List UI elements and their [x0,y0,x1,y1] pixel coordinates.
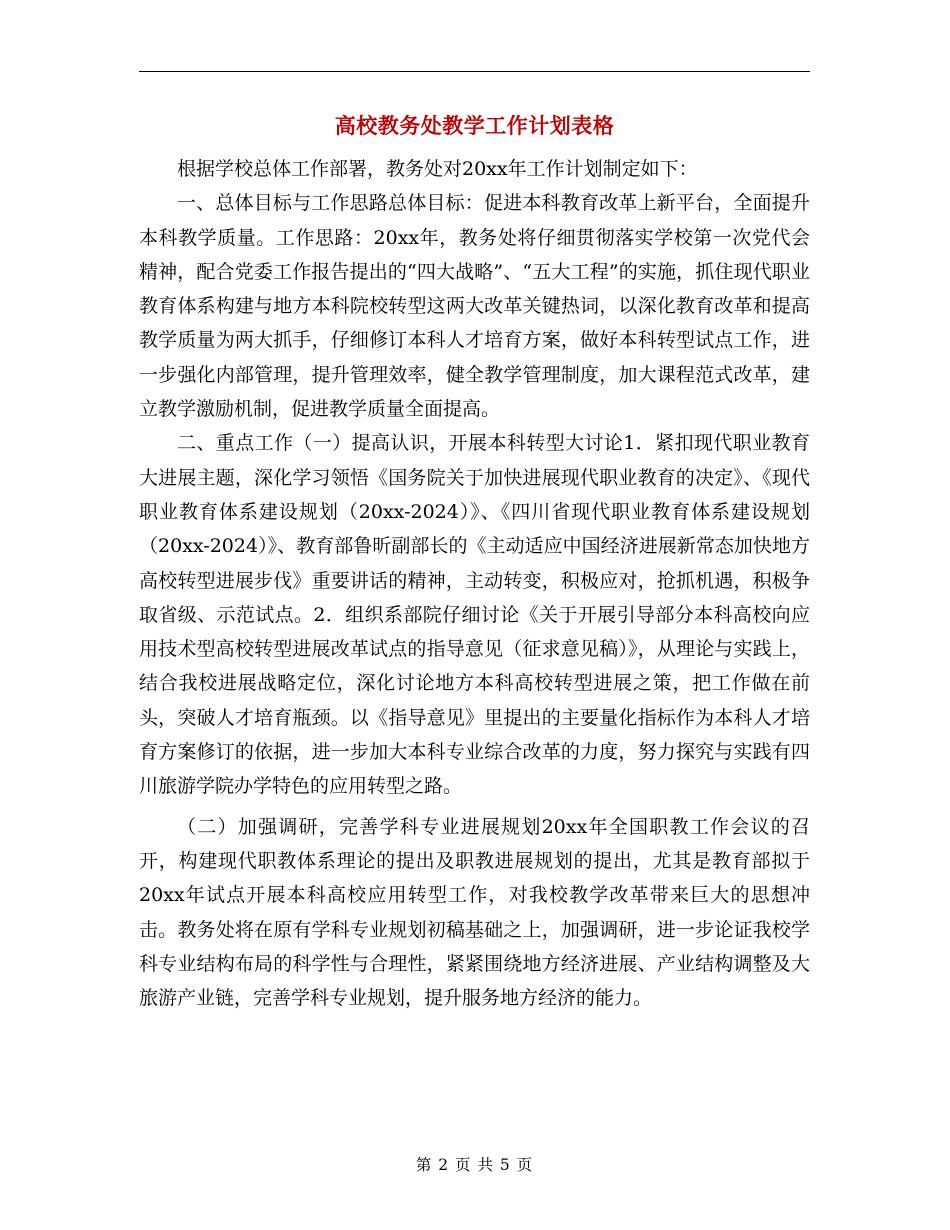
paragraph-research: （二）加强调研，完善学科专业进展规划20xx年全国职教工作会议的召开，构建现代职教体系理论的提出及职教进展规划的提出，尤其是教育部拟于20xx年试点开展本科高校应用转型工作，对我校教学改革带来巨大的思想冲击。教务处将在原有学科专业规划初稿基础之上，加强调研，进一步论证我校学科专业结构布局的科学性与合理性，紧紧围绕地方经济进展、产业结构调整及大旅游产业链，完善学科专业规划，提升服务地方经济的能力。 [139,815,810,1010]
header-rule [139,71,810,72]
paragraph-key-work: 二、重点工作（一）提高认识，开展本科转型大讨论1．紧扣现代职业教育大进展主题，深化学习领悟《国务院关于加快进展现代职业教育的决定》、《现代职业教育体系建设规划（20xx-2024）》、《四川省现代职业教育体系建设规划（20xx-2024）》、教育部鲁昕副部长的《主动适应中国经济进展新常态加快地方高校转型进展步伐》重要讲话的精神，主动转变，积极应对，抢抓机遇，积极争取省级、示范试点。2．组织系部院仔细讨论《关于开展引导部分本科高校向应用技术型高校转型进展改革试点的指导意见（征求意见稿）》，从理论与实践上，结合我校进展战略定位，深化讨论地方本科高校转型进展之策，把工作做在前头，突破人才培育瓶颈。以《指导意见》里提出的主要量化指标作为本科人才培育方案修订的依据，进一步加大本科专业综合改革的力度，努力探究与实践有四川旅游学院办学特色的应用转型之路。 [139,432,810,798]
document-body [139,152,810,1015]
document-title: 高校教务处教学工作计划表格 [334,113,615,138]
paragraph-goals: 一、总体目标与工作思路总体目标：促进本科教育改革上新平台，全面提升本科教学质量。工作思路：20xx年，教务处将仔细贯彻落实学校第一次党代会精神，配合党委工作报告提出的“四大战略”、“五大工程”的实施，抓住现代职业教育体系构建与地方本科院校转型这两大改革关键热词，以深化教育改革和提高教学质量为两大抓手，仔细修订本科人才培育方案，做好本科转型试点工作，进一步强化内部管理，提升管理效率，健全教学管理制度，加大课程范式改革，建立教学激励机制，促进教学质量全面提高。 [139,192,810,421]
paragraph-intro: 根据学校总体工作部署，教务处对20xx年工作计划制定如下： [177,158,698,180]
page-number: 第 2 页 共 5 页 [415,1156,534,1174]
